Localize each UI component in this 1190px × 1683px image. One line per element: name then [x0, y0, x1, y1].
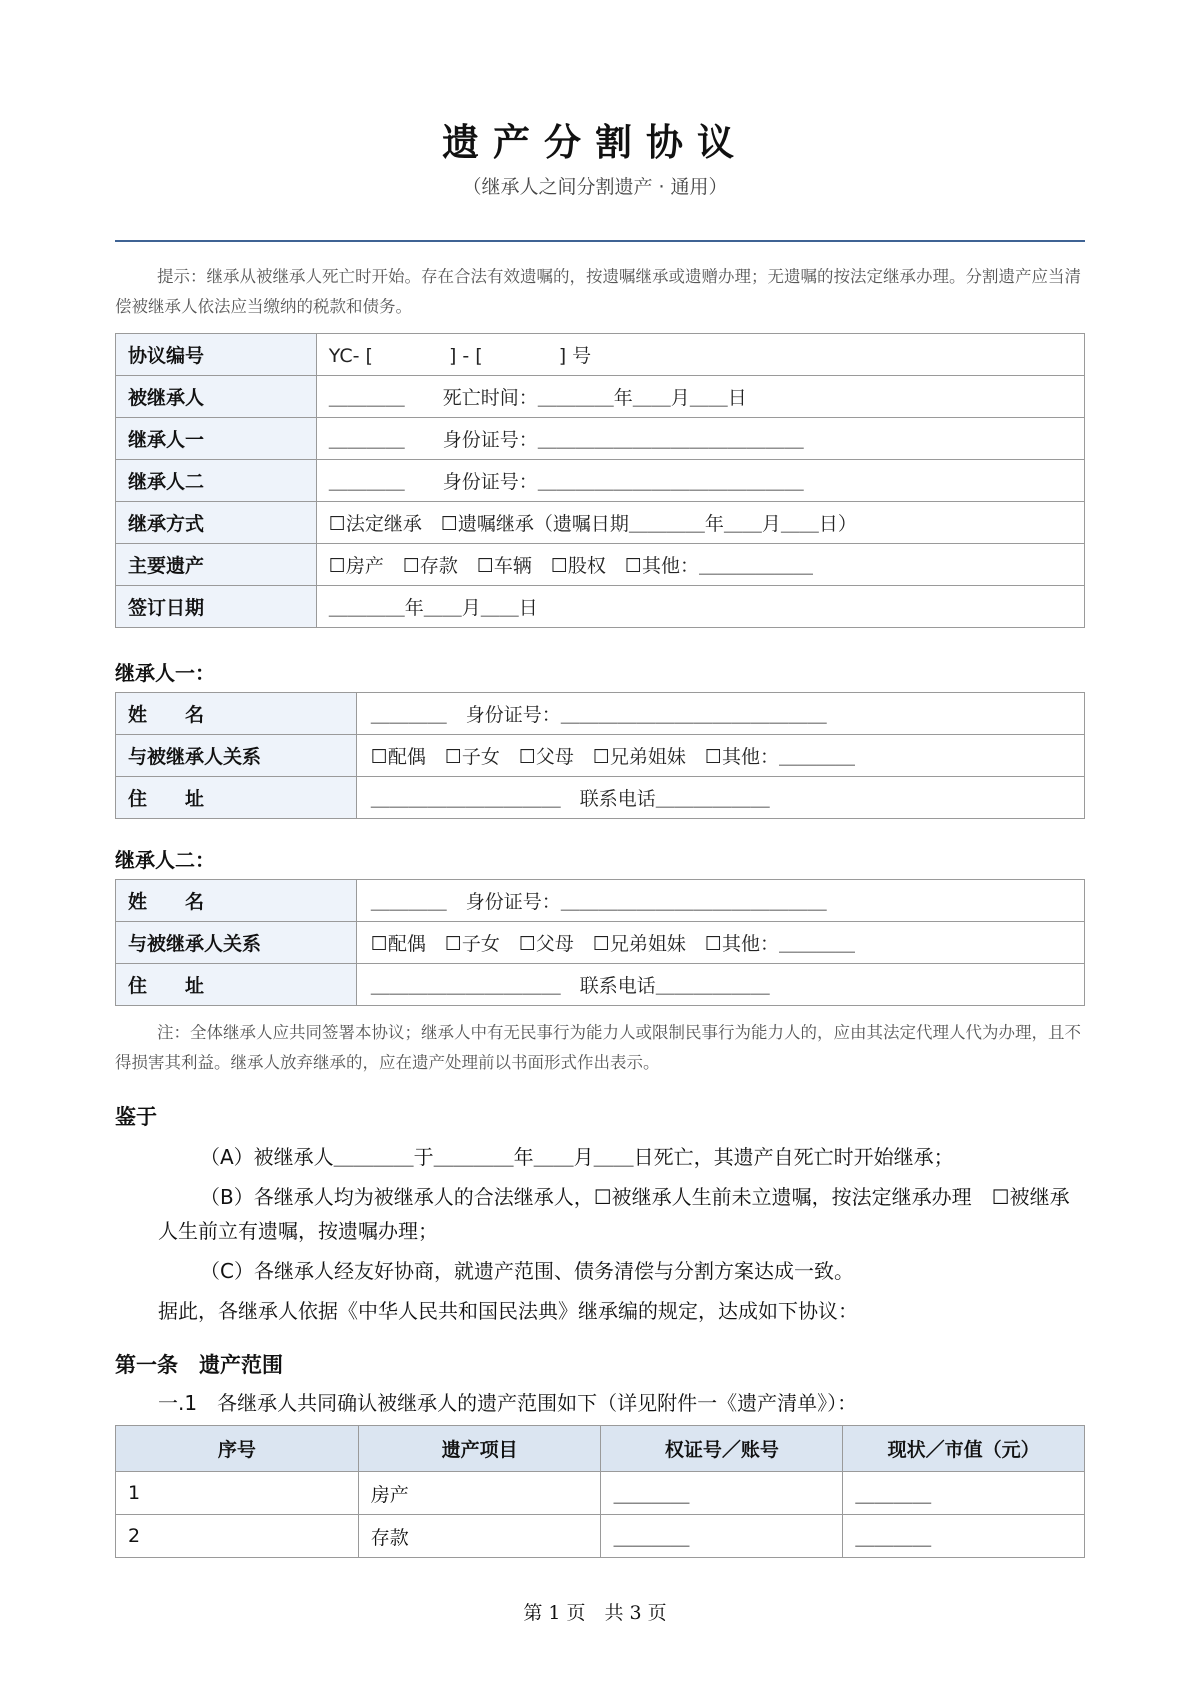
table-row [116, 735, 1085, 777]
heir1-summary-field[interactable]: ＿＿＿＿ 身份证号：＿＿＿＿＿＿＿＿＿＿＿＿＿＿ [316, 418, 1084, 460]
field-label: 继承人二 [116, 460, 317, 502]
field-label: 姓 名 [116, 880, 357, 922]
table-row [116, 418, 1085, 460]
heir2-summary-field[interactable]: ＿＿＿＿ 身份证号：＿＿＿＿＿＿＿＿＿＿＿＿＿＿ [316, 460, 1084, 502]
table-row [116, 502, 1085, 544]
field-label: 与被继承人关系 [116, 735, 357, 777]
table-row [116, 964, 1085, 1006]
document-title: 遗产分割协议 [442, 121, 748, 164]
table-row [116, 922, 1085, 964]
page-footer: 第 1 页 共 3 页 [523, 1602, 667, 1624]
table-cell: 1 [116, 1472, 359, 1515]
note-text: 注：全体继承人应共同签署本协议；继承人中有无民事行为能力人或限制民事行为能力人的，应由其法定代理人代为办理，且不得损害其利益。继承人放弃继承的，应在遗产处理前以书面形式作出表示。 [115, 1023, 1081, 1072]
heir1-name-field[interactable]: ＿＿＿＿ 身份证号：＿＿＿＿＿＿＿＿＿＿＿＿＿＿ [356, 693, 1084, 735]
recitals-heading: 鉴于 [115, 1105, 157, 1129]
heir1-relation-options[interactable]: ☐配偶 ☐子女 ☐父母 ☐兄弟姐妹 ☐其他：＿＿＿＿ [356, 735, 1084, 777]
table-header-row [116, 1426, 1085, 1472]
field-label: 继承方式 [116, 502, 317, 544]
recital-b: （B）各继承人均为被继承人的合法继承人，☐被继承人生前未立遗嘱，按法定继承办理 ☐被继承人生前立有遗嘱，按遗嘱办理； [158, 1185, 1070, 1243]
heir1-heading: 继承人一： [115, 661, 215, 685]
table-row [116, 460, 1085, 502]
table-row [116, 693, 1085, 735]
summary-table [115, 333, 1085, 628]
table-row [116, 334, 1085, 376]
column-header: 序号 [116, 1426, 359, 1472]
table-row [116, 1515, 1085, 1558]
heir2-address-field[interactable]: ＿＿＿＿＿＿＿＿＿＿ 联系电话＿＿＿＿＿＿ [356, 964, 1084, 1006]
signing-date-field[interactable]: ＿＿＿＿年＿＿月＿＿日 [316, 586, 1084, 628]
recital-c: （C）各继承人经友好协商，就遗产范围、债务清偿与分割方案达成一致。 [200, 1259, 854, 1283]
heir2-heading: 继承人二： [115, 848, 215, 872]
heir1-address-field[interactable]: ＿＿＿＿＿＿＿＿＿＿ 联系电话＿＿＿＿＿＿ [356, 777, 1084, 819]
table-row [116, 1472, 1085, 1515]
table-cell: 存款 [358, 1515, 601, 1558]
decedent-field[interactable]: ＿＿＿＿ 死亡时间：＿＿＿＿年＿＿月＿＿日 [316, 376, 1084, 418]
heir2-name-field[interactable]: ＿＿＿＿ 身份证号：＿＿＿＿＿＿＿＿＿＿＿＿＿＿ [356, 880, 1084, 922]
agreement-number-field[interactable]: YC- [ ] - [ ] 号 [316, 334, 1084, 376]
document-subtitle: （继承人之间分割遗产 · 通用） [462, 176, 728, 198]
article1-clause: 一.1 各继承人共同确认被继承人的遗产范围如下（详见附件一《遗产清单》）： [158, 1391, 858, 1415]
table-row [116, 777, 1085, 819]
field-label: 住 址 [116, 777, 357, 819]
column-header: 现状／市值（元） [843, 1426, 1085, 1472]
table-cell: 房产 [358, 1472, 601, 1515]
table-cell[interactable]: ＿＿＿＿ [843, 1515, 1085, 1558]
column-header: 权证号／账号 [601, 1426, 843, 1472]
table-cell[interactable]: ＿＿＿＿ [601, 1472, 843, 1515]
column-header: 遗产项目 [358, 1426, 601, 1472]
table-cell[interactable]: ＿＿＿＿ [843, 1472, 1085, 1515]
inheritance-method-options[interactable]: ☐法定继承 ☐遗嘱继承（遗嘱日期＿＿＿＿年＿＿月＿＿日） [316, 502, 1084, 544]
recitals-conclusion: 据此，各继承人依据《中华人民共和国民法典》继承编的规定，达成如下协议： [158, 1299, 858, 1323]
field-label: 姓 名 [116, 693, 357, 735]
article1-heading: 第一条 遗产范围 [115, 1353, 283, 1377]
field-label: 主要遗产 [116, 544, 317, 586]
field-label: 与被继承人关系 [116, 922, 357, 964]
field-label: 继承人一 [116, 418, 317, 460]
field-label: 协议编号 [116, 334, 317, 376]
main-assets-options[interactable]: ☐房产 ☐存款 ☐车辆 ☐股权 ☐其他：＿＿＿＿＿＿ [316, 544, 1084, 586]
hint-text: 提示：继承从被继承人死亡时开始。存在合法有效遗嘱的，按遗嘱继承或遗赠办理；无遗嘱的按法定继承办理。分割遗产应当清偿被继承人依法应当缴纳的税款和债务。 [115, 267, 1081, 316]
table-row [116, 544, 1085, 586]
table-cell[interactable]: ＿＿＿＿ [601, 1515, 843, 1558]
table-row [116, 376, 1085, 418]
heir2-table [115, 879, 1085, 1006]
table-row [116, 880, 1085, 922]
heir2-relation-options[interactable]: ☐配偶 ☐子女 ☐父母 ☐兄弟姐妹 ☐其他：＿＿＿＿ [356, 922, 1084, 964]
field-label: 签订日期 [116, 586, 317, 628]
asset-table [115, 1425, 1085, 1558]
table-row [116, 586, 1085, 628]
heir1-table [115, 692, 1085, 819]
field-label: 住 址 [116, 964, 357, 1006]
field-label: 被继承人 [116, 376, 317, 418]
title-divider [115, 240, 1085, 242]
recital-a: （A）被继承人＿＿＿＿于＿＿＿＿年＿＿月＿＿日死亡，其遗产自死亡时开始继承； [200, 1145, 954, 1169]
table-cell: 2 [116, 1515, 359, 1558]
